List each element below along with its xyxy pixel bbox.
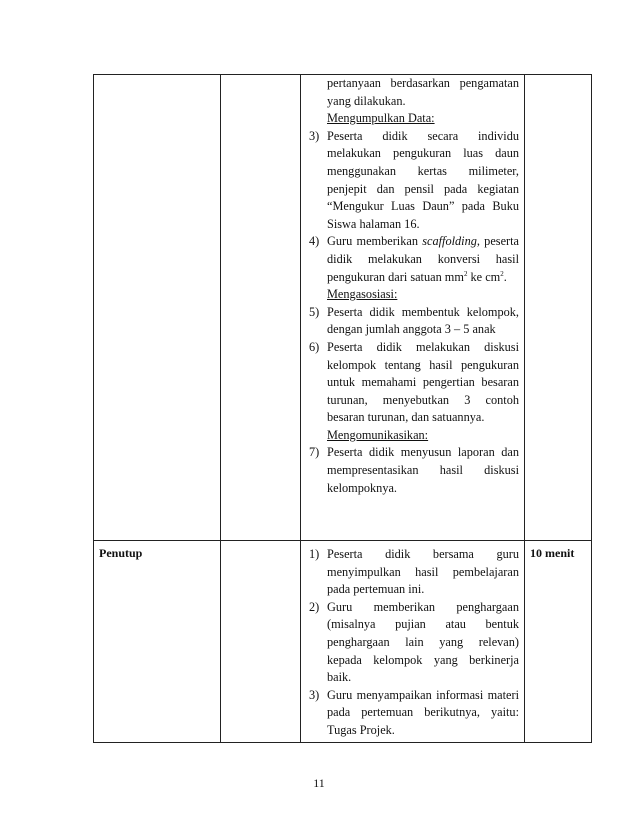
duration-cell: [525, 541, 592, 743]
empty-cell: [221, 541, 301, 743]
duration-cell: [525, 75, 592, 541]
phase-cell: [94, 541, 221, 743]
superscript: 2: [463, 269, 468, 278]
item-text: Peserta didik bersama guru menyimpulkan hasil pembelajaran pada pertemuan ini.: [327, 547, 519, 597]
list-item: [301, 444, 519, 497]
lesson-plan-table: [93, 74, 592, 743]
table-row-core-activity: [94, 75, 592, 541]
item-text: Peserta didik melakukan diskusi kelompok tentang hasil pengukuran untuk memahami pengertian besaran turunan, menyebutkan 3 contoh besaran turunan, dan satuannya.: [327, 339, 519, 425]
item-text: Peserta didik membentuk kelompok, dengan jumlah anggota 3 – 5 anak: [327, 304, 519, 337]
list-item: [301, 599, 519, 687]
item-text: Guru menyampaikan informasi materi pada pertemuan berikutnya, yaitu: Tugas Projek.: [327, 687, 519, 737]
item-text: Peserta didik menyusun laporan dan mempresentasikan hasil diskusi kelompoknya.: [327, 445, 519, 495]
list-item: [301, 339, 519, 427]
empty-cell: [221, 75, 301, 541]
section-heading-collect-data: Mengumpulkan Data:: [327, 111, 435, 126]
activity-cell: [301, 541, 525, 743]
phase-label: Penutup: [99, 546, 143, 560]
item-number: 3): [309, 687, 320, 702]
item-text: Guru memberikan penghargaan (misalnya pujian atau bentuk penghargaan lain yang relevan) kepada kelompok yang berkinerja baik.: [327, 599, 519, 685]
item-number: 1): [309, 547, 320, 561]
item-text-italic: scaffolding: [422, 234, 477, 249]
item-text: Peserta didik secara individu melakukan pengukuran luas daun menggunakan kertas milimeter, penjepit dan pensil pada kegiatan “Mengukur Luas Daun” pada Buku Siswa halaman 16.: [327, 128, 519, 231]
item-text-tail: .: [503, 269, 507, 284]
list-item: [301, 233, 519, 286]
item-number: 2): [309, 599, 320, 614]
superscript: 2: [500, 269, 504, 278]
section-heading-communicate: Mengomunikasikan:: [327, 427, 429, 442]
list-item: [301, 546, 519, 599]
activity-cell: [301, 75, 525, 541]
list-item: [301, 128, 519, 234]
table-row-closing: [94, 541, 592, 743]
section-heading-associate: Mengasosiasi:: [327, 287, 398, 302]
item-number: 5): [309, 304, 320, 319]
item-text-after: , peserta didik melakukan konversi hasil pengukuran dari satuan mm: [327, 234, 520, 284]
item-number: 4): [309, 234, 320, 249]
item-text-end: ke cm: [467, 269, 501, 284]
phase-cell: [94, 75, 221, 541]
item-number: 7): [309, 445, 320, 460]
list-item: [301, 687, 519, 740]
item-text-before: Guru memberikan: [327, 234, 423, 249]
item-number: 3): [309, 128, 320, 143]
duration-label: 10 menit: [530, 546, 575, 560]
continued-text: pertanyaan berdasarkan pengamatan yang dilakukan.: [327, 76, 519, 108]
item-number: 6): [309, 339, 320, 354]
list-item: [301, 304, 519, 339]
page-number: 11: [313, 776, 325, 790]
